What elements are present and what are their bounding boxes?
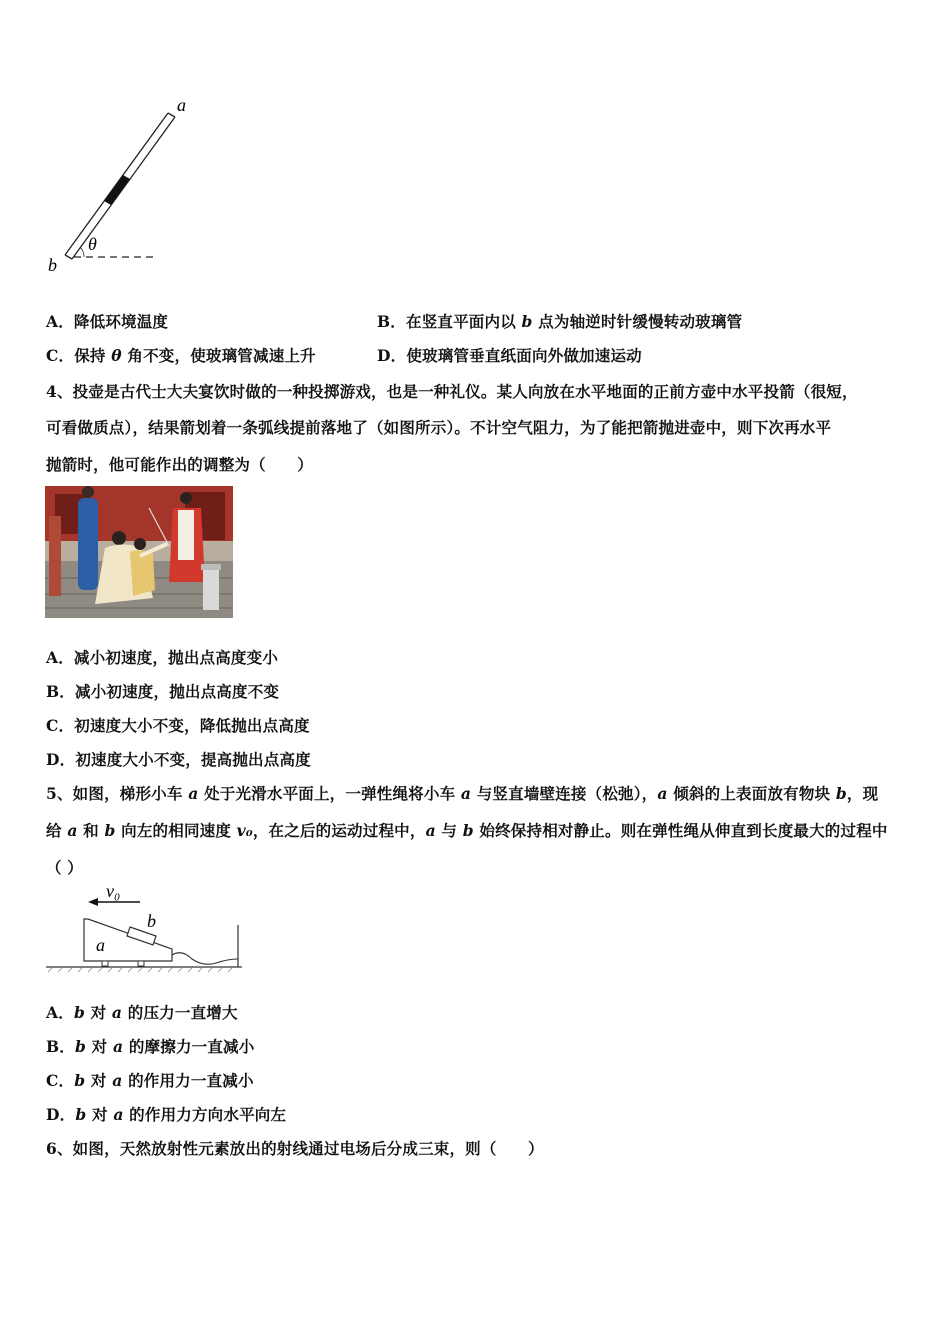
cart-figure — [44, 883, 246, 978]
var: b — [104, 821, 116, 840]
q4-stem-line3: 抛箭时，他可能作出的调整为（ ） — [46, 455, 313, 474]
text: B． — [46, 1037, 76, 1056]
text: 始终保持相对静止。则在弹性绳从伸直到长度最大的过程中 — [479, 821, 888, 840]
label-b: b — [48, 255, 57, 275]
glass-tube-figure — [40, 95, 210, 280]
var: a — [425, 821, 436, 840]
text: C． — [46, 1071, 75, 1090]
q5-stem-line1 — [46, 782, 878, 804]
elastic-rope — [172, 953, 238, 965]
label-theta: θ — [88, 234, 97, 254]
text: 对 — [92, 1105, 108, 1124]
var: a — [112, 1071, 123, 1090]
var: v₀ — [236, 821, 253, 840]
var: b — [835, 784, 847, 803]
q3-option-d: D．使玻璃管垂直纸面向外做加速运动 — [377, 346, 642, 365]
text: 对 — [90, 1071, 107, 1090]
var-b: b — [521, 312, 533, 331]
glass-tube — [65, 113, 175, 259]
q5-option-d — [46, 1103, 286, 1125]
text: 向左的相同速度 — [121, 821, 232, 840]
text: C．保持 — [46, 346, 106, 365]
var: b — [75, 1037, 87, 1056]
var: b — [73, 1003, 85, 1022]
q4-stem-line2: 可看做质点），结果箭划着一条弧线提前落地了（如图所示）。不计空气阻力，为了能把箭抛进壶中，则下次再水平 — [46, 418, 832, 437]
person-blue — [78, 486, 98, 590]
q5-option-a — [46, 1001, 238, 1023]
text: 与竖直墙壁连接（松弛）， — [476, 784, 658, 803]
q3-option-a: A．降低环境温度 — [46, 312, 169, 331]
text: 和 — [83, 821, 99, 840]
label-a: a — [177, 95, 186, 115]
q5-option-c — [46, 1069, 254, 1091]
text: 5、如图，梯形小车 — [46, 784, 183, 803]
var: a — [112, 1037, 124, 1056]
var: a — [67, 821, 78, 840]
q4-option-b: B．减小初速度，抛出点高度不变 — [46, 682, 280, 701]
q6-stem-line1: 6、如图，天然放射性元素放出的射线通过电场后分成三束，则（ ） — [46, 1139, 544, 1158]
pot — [201, 564, 221, 610]
q5-stem-line3: （ ） — [46, 858, 83, 877]
velocity-arrow — [88, 898, 98, 906]
text: 对 — [90, 1003, 107, 1022]
q4-stem-line1: 4、投壶是古代士大夫宴饮时做的一种投掷游戏，也是一种礼仪。某人向放在水平地面的正前方壶中水平投箭（很短， — [46, 382, 858, 401]
var: a — [188, 784, 199, 803]
text: 倾斜的上表面放有物块 — [673, 784, 831, 803]
angle-arc — [80, 247, 84, 257]
text: 给 — [46, 821, 62, 840]
text: 的作用力一直减小 — [128, 1071, 254, 1090]
var: a — [460, 784, 472, 803]
var: b — [75, 1105, 87, 1124]
mercury-column — [104, 175, 130, 205]
var: a — [111, 1003, 123, 1022]
text: 角不变，使玻璃管减速上升 — [127, 346, 316, 365]
var: b — [74, 1071, 86, 1090]
q4-option-d: D．初速度大小不变，提高抛出点高度 — [46, 750, 311, 769]
text: 的作用力方向水平向左 — [129, 1105, 287, 1124]
var: a — [113, 1105, 124, 1124]
label-a: a — [96, 935, 105, 955]
q4-option-a: A．减小初速度，抛出点高度变小 — [46, 648, 279, 667]
text: ，现 — [846, 784, 879, 803]
person-left — [49, 516, 61, 596]
q5-option-b — [46, 1035, 254, 1057]
var: a — [657, 784, 668, 803]
var-theta: θ — [111, 346, 122, 365]
touhu-photo — [45, 486, 233, 618]
q3-option-c — [46, 344, 316, 366]
text: A． — [46, 1003, 74, 1022]
text: 对 — [91, 1037, 108, 1056]
text: B．在竖直平面内以 — [377, 312, 516, 331]
text: 的摩擦力一直减小 — [128, 1037, 255, 1056]
text: 处于光滑水平面上，一弹性绳将小车 — [204, 784, 456, 803]
q4-option-c: C．初速度大小不变，降低抛出点高度 — [46, 716, 310, 735]
label-v0: v₀ — [106, 883, 121, 901]
var: b — [462, 821, 474, 840]
q5-stem-line2 — [46, 819, 888, 841]
text: 点为轴逆时针缓慢转动玻璃管 — [538, 312, 743, 331]
text: ，在之后的运动过程中， — [252, 821, 426, 840]
text: 与 — [441, 821, 458, 840]
text: D． — [46, 1105, 76, 1124]
text: 的压力一直增大 — [127, 1003, 238, 1022]
label-b: b — [147, 911, 156, 931]
q3-option-b — [377, 310, 742, 332]
